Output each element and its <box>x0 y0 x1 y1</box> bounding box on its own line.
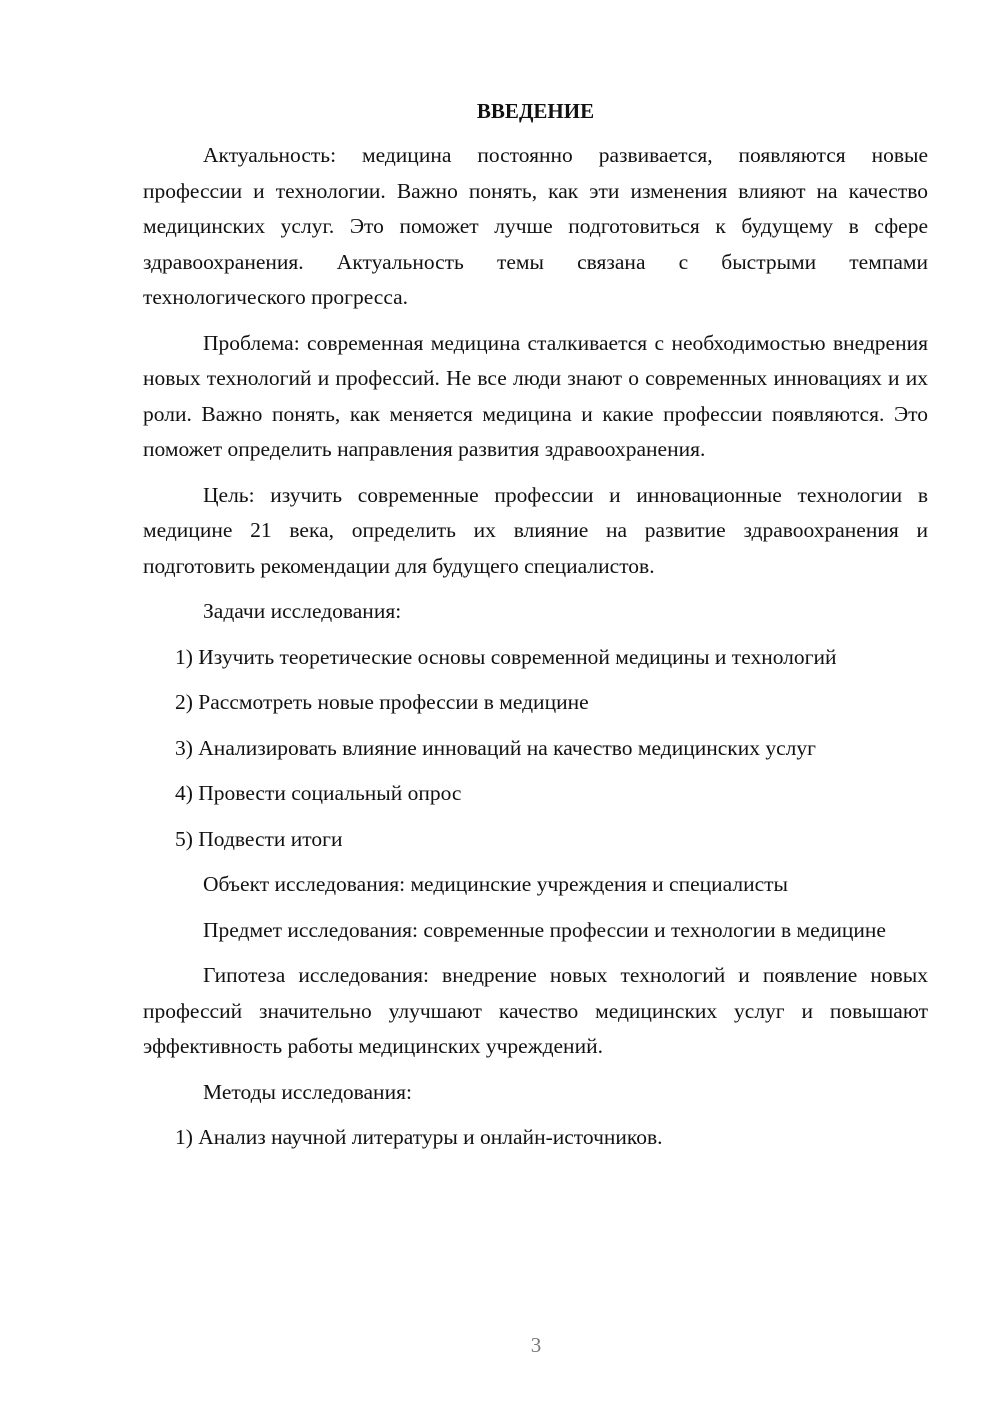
task-item-4: 4) Провести социальный опрос <box>175 781 462 805</box>
methods-title: Методы исследования: <box>203 1079 412 1104</box>
task-item-1: 1) Изучить теоретические основы современной медицины и технологий <box>175 644 837 669</box>
goal-paragraph: Цель: изучить современные профессии и инновационные технологии в медицине 21 века, определить их влияние на развитие здравоохранения и подготовить рекомендации для будущего специалистов. <box>143 482 928 578</box>
relevance-paragraph: Актуальность: медицина постоянно развивается, появляются новые профессии и технологии. Важно понять, как эти изменения влияют на качество медицинских услуг. Это поможет лучше подготовиться к будущему в сфере здравоохранения. Актуальность темы связана с быстрыми темпами технологического прогресса. <box>143 143 928 309</box>
task-item-3: 3) Анализировать влияние инноваций на качество медицинских услуг <box>175 735 816 760</box>
subject-paragraph: Предмет исследования: современные профессии и технологии в медицине <box>203 917 886 942</box>
tasks-title: Задачи исследования: <box>203 599 402 623</box>
problem-paragraph: Проблема: современная медицина сталкивается с необходимостью внедрения новых технологий и профессий. Не все люди знают о современных инновациях и их роли. Важно понять, как меняется медицина и какие профессии появляются. Это поможет определить направления развития здравоохранения. <box>143 330 928 461</box>
section-heading: ВВЕДЕНИЕ <box>476 99 595 123</box>
method-item-1: 1) Анализ научной литературы и онлайн-источников. <box>175 1125 663 1149</box>
page-number: 3 <box>530 1333 542 1357</box>
hypothesis-paragraph: Гипотеза исследования: внедрение новых технологий и появление новых профессий значительно улучшают качество медицинских услуг и повышают эффективность работы медицинских учреждений. <box>143 963 928 1058</box>
object-paragraph: Объект исследования: медицинские учреждения и специалисты <box>203 872 788 896</box>
task-item-2: 2) Рассмотреть новые профессии в медицине <box>175 690 589 714</box>
task-item-5: 5) Подвести итоги <box>175 826 343 851</box>
page-content <box>143 96 928 1166</box>
